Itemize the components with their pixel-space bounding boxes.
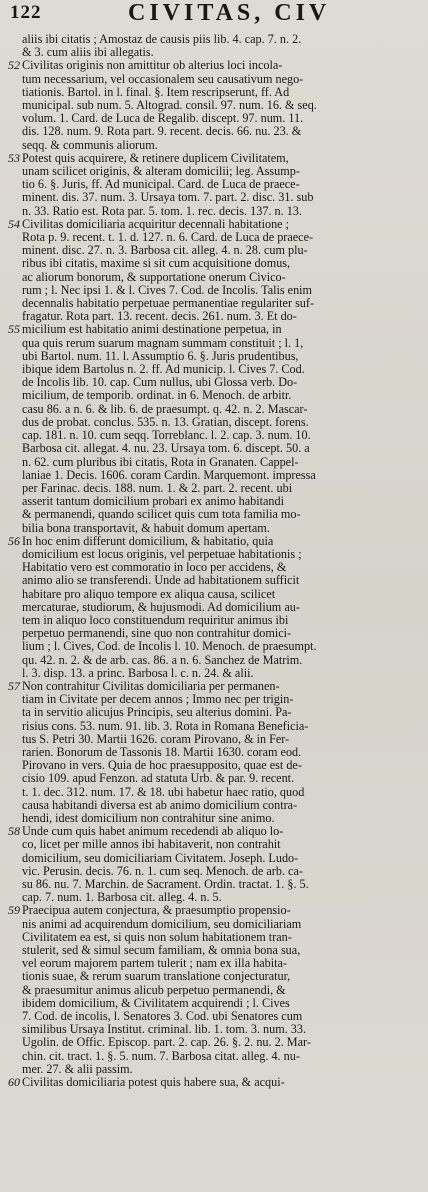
text-line: minent. disc. 27. n. 3. Barbosa cit. alleg. 4. n. 28. cum plu- [22, 244, 308, 258]
paragraph-number: 55 [8, 322, 20, 337]
text-line: Civilitas domiciliaria acquiritur decennali habitatione ; [22, 217, 290, 231]
text-line: micilium, de temporib. ordinat. in 6. Menoch. de arbitr. [22, 389, 292, 403]
text-line: rarien. Bonorum de Tassonis 18. Martii 1630. coram eod. [22, 745, 302, 759]
text-line: l. 3. disp. 13. a princ. Barbosa l. c. n. 24. & alii. [22, 666, 254, 680]
text-line: animo alio se transferendi. Unde ad habitationem sufficit [22, 574, 300, 588]
text-line: Potest quis acquirere, & retinere duplicem Civilitatem, [22, 151, 289, 165]
paragraph-number: 52 [8, 58, 20, 73]
paragraph-number: 54 [8, 216, 20, 231]
paragraph-number: 60 [8, 1075, 20, 1090]
text-line: su 86. nu. 7. Marchin. de Sacrament. Ordin. tractat. 1. §. 5. [22, 878, 309, 891]
text-line: laniae 1. Decis. 1606. coram Cardin. Marquemont. impressa [22, 468, 316, 482]
text-line: tus S. Petri 30. Martii 1626. coram Pirovano, & in Fer- [22, 732, 290, 746]
text-line: cap. 7. num. 1. Barbosa cit. alleg. 4. n. 5. [22, 891, 222, 905]
paragraph [2, 825, 426, 904]
text-line: nis animi ad acquirendum domicilium, seu domiciliariam [22, 917, 302, 931]
text-line: causa habitandi diversa est ab animo domicilium contra- [22, 798, 298, 812]
text-line: & 3. cum aliis ibi allegatis. [22, 46, 154, 60]
text-line: tiam in Civitate per decem annos ; Immo nec per trigin- [22, 693, 294, 707]
text-line: chin. cit. tract. 1. §. 5. num. 7. Barbosa citat. alleg. 4. nu- [22, 1049, 300, 1063]
text-line: qu. 42. n. 2. & de arb. cas. 86. a n. 6. Sanchez de Matrim. [22, 653, 303, 667]
text-line: Civilitatem ea est, si quis non solum habitationem tran- [22, 930, 292, 944]
text-line: ac aliorum bonorum, & supportatione onerum Civico- [22, 270, 286, 284]
text-line: Praecipua autem conjectura, & praesumptio propensio- [22, 904, 291, 918]
text-line: cap. 181. n. 10. cum seqq. Torreblanc. l. 2. cap. 3. num. 10. [22, 429, 311, 443]
text-line: stulerit, sed & simul secum familiam, & omnia bona sua, [22, 944, 301, 958]
text-line: minent. dis. 37. num. 3. Ursaya tom. 7. part. 2. disc. 31. sub [22, 191, 314, 205]
text-line: hendi, idest domicilium non contrahitur sine animo. [22, 811, 275, 825]
text-line: t. 1. dec. 312. num. 17. & 18. ubi habetur haec ratio, quod [22, 785, 305, 799]
text-line: aliis ibi citatis ; Amostaz de causis piis lib. 4. cap. 7. n. 2. [22, 33, 302, 46]
text-line: decennalis habitatio perpetuae permanentiae regulariter suf- [22, 297, 315, 311]
text-line: domicilium est locus originis, vel perpetuae habitationis ; [22, 547, 302, 561]
text-line: tionis suae, & rerum suarum translatione conjecturatur, [22, 970, 291, 984]
text-line: Barbosa cit. allegat. 4. nu. 23. Ursaya tom. 6. discept. 50. a [22, 442, 310, 456]
text-line: In hoc enim differunt domicilium, & habitatio, quia [22, 534, 274, 548]
text-line: qua quis rerum suarum magnam summam constituit ; l. 1, [22, 336, 304, 350]
paragraph [2, 152, 426, 218]
text-line: & permanendi, quando scilicet quis cum tota familia mo- [22, 508, 301, 522]
text-line: similibus Ursaya Institut. criminal. lib. 1. tom. 3. num. 33. [22, 1023, 307, 1037]
text-line: ribus ibi citatis, maxime si sit cum acquisitione domus, [22, 257, 291, 271]
paragraph-number: 57 [8, 678, 20, 693]
text-line: Pirovano in vers. Quia de hoc praesupposito, quae est de- [22, 759, 302, 773]
text-line: co, licet per mille annos ibi habitaverit, non contrahit [22, 838, 281, 852]
text-line: mer. 27. & alii passim. [22, 1062, 133, 1076]
text-line: mercaturae, studiorum, & hujusmodi. Ad domicilium au- [22, 600, 300, 614]
paragraph-number: 59 [8, 903, 20, 918]
text-line: tio 6. §. Juris, ff. Ad municipal. Card. de Luca de praece- [22, 178, 300, 192]
text-line: & praesumitur animus alicub perpetuo permanendi, & [22, 983, 286, 997]
text-line: tum necessarium, vel occasionalem seu causativum nego- [22, 72, 304, 86]
paragraph [2, 1076, 426, 1089]
running-head: CIVITAS, CIV [128, 0, 331, 26]
text-line: municipal. sub num. 5. Altograd. consil. 97. num. 16. & seq. [22, 99, 317, 113]
text-line: de Incolis lib. 10. cap. Cum nullus, ubi Glossa verb. Do- [22, 376, 298, 390]
text-line: unam scilicet originis, & alteram domicilii; leg. Assump- [22, 165, 300, 179]
text-line: domicilium, seu domiciliariam Civitatem. Joseph. Ludo- [22, 851, 299, 865]
page-body [2, 33, 426, 1089]
text-line: ibique idem Bartolus n. 2. ff. Ad municip. l. Cives 7. Cod. [22, 363, 305, 377]
paragraph [2, 680, 426, 825]
text-line: habitare pro aliquo tempore ex aliqua causa, scilicet [22, 587, 276, 601]
text-line: cisio 109. apud Fenzon. ad statuta Urb. & par. 9. recent. [22, 772, 295, 786]
text-line: ibidem domicilium, & Civilitatem acquirendi ; l. Cives [22, 996, 290, 1010]
text-line: dus de probat. conclus. 535. n. 13. Gratian, discept. forens. [22, 415, 309, 429]
text-line: 7. Cod. de incolis, l. Senatores 3. Cod. ubi Senatores cum [22, 1010, 303, 1024]
text-line: seqq. & communis aliorum. [22, 138, 158, 152]
text-line: Ugolin. de Offic. Episcop. part. 2. cap. 26. §. 2. nu. 2. Mar- [22, 1036, 311, 1050]
paragraph-number: 58 [8, 824, 20, 839]
text-line: volum. 1. Card. de Luca de Regalib. discept. 97. num. 11. [22, 112, 304, 126]
text-line: ta in servitio alicujus Principis, seu alterius domini. Pa- [22, 706, 292, 720]
text-line: tem in aliquo loco constituendum requiritur animus ibi [22, 613, 289, 627]
text-line: risius cons. 53. num. 91. lib. 3. Rota in Romana Beneficia- [22, 719, 309, 733]
paragraph [2, 535, 426, 680]
text-line: vic. Perusin. decis. 76. n. 1. cum seq. Menoch. de arb. ca- [22, 864, 303, 878]
text-line: Rota p. 9. recent. t. 1. d. 127. n. 6. Card. de Luca de praece- [22, 231, 314, 245]
text-line: lium ; l. Cives, Cod. de Incolis l. 10. Menoch. de praesumpt. [22, 640, 317, 654]
text-line: rum ; l. Nec ipsi 1. & l. Cives 7. Cod. de Incolis. Talis enim [22, 283, 313, 297]
text-line: n. 62. cum pluribus ibi citatis, Rota in Granaten. Cappel- [22, 455, 299, 469]
text-line: n. 33. Ratio est. Rota par. 5. tom. 1. rec. decis. 137. n. 13. [22, 204, 302, 218]
paragraph [2, 904, 426, 1076]
text-line: ubi Bartol. num. 11. l. Assumptio 6. §. Juris prudentibus, [22, 349, 299, 363]
page-number: 122 [10, 2, 42, 23]
text-line: Habitatio vero est commoratio in loco per accidens, & [22, 561, 287, 575]
page-header [6, 2, 428, 28]
paragraph [2, 59, 426, 151]
paragraph-number: 56 [8, 533, 20, 548]
text-line: per Farinac. decis. 188. num. 1. & 2. part. 2. recent. ubi [22, 481, 293, 495]
text-line: casu 86. a n. 6. & lib. 6. de praesumpt. q. 42. n. 2. Mascar- [22, 402, 308, 416]
text-line: micilium est habitatio animi destinatione perpetua, in [22, 323, 282, 337]
text-line: Non contrahitur Civilitas domiciliaria per permanen- [22, 679, 280, 693]
paragraph-number: 53 [8, 150, 20, 165]
text-line: perpetuo permanendi, sine quo non contrahitur domici- [22, 627, 292, 641]
text-line: tiationis. Bartol. in l. final. §. Item rescripserunt, ff. Ad [22, 85, 290, 99]
text-line: bilia bona transportavit, & habuit domum apertam. [22, 521, 270, 535]
text-line: vel eorum majorem partem tulerit ; nam ex illa habita- [22, 957, 287, 971]
text-line: Civilitas originis non amittitur ob alterius loci incola- [22, 59, 283, 73]
text-line: Civilitas domiciliaria potest quis habere sua, & acqui- [22, 1076, 285, 1090]
text-line: fragatur. Rota part. 13. recent. decis. 261. num. 3. Et do- [22, 310, 297, 324]
text-line: asserit tantum domicilium probari ex animo habitandi [22, 495, 284, 509]
paragraph [2, 218, 426, 324]
paragraph [2, 323, 426, 534]
text-line: dis. 128. num. 9. Rota part. 9. recent. decis. 66. nu. 23. & [22, 125, 302, 139]
text-line: Unde cum quis habet animum recedendi ab aliquo lo- [22, 825, 284, 839]
paragraph [2, 33, 426, 59]
